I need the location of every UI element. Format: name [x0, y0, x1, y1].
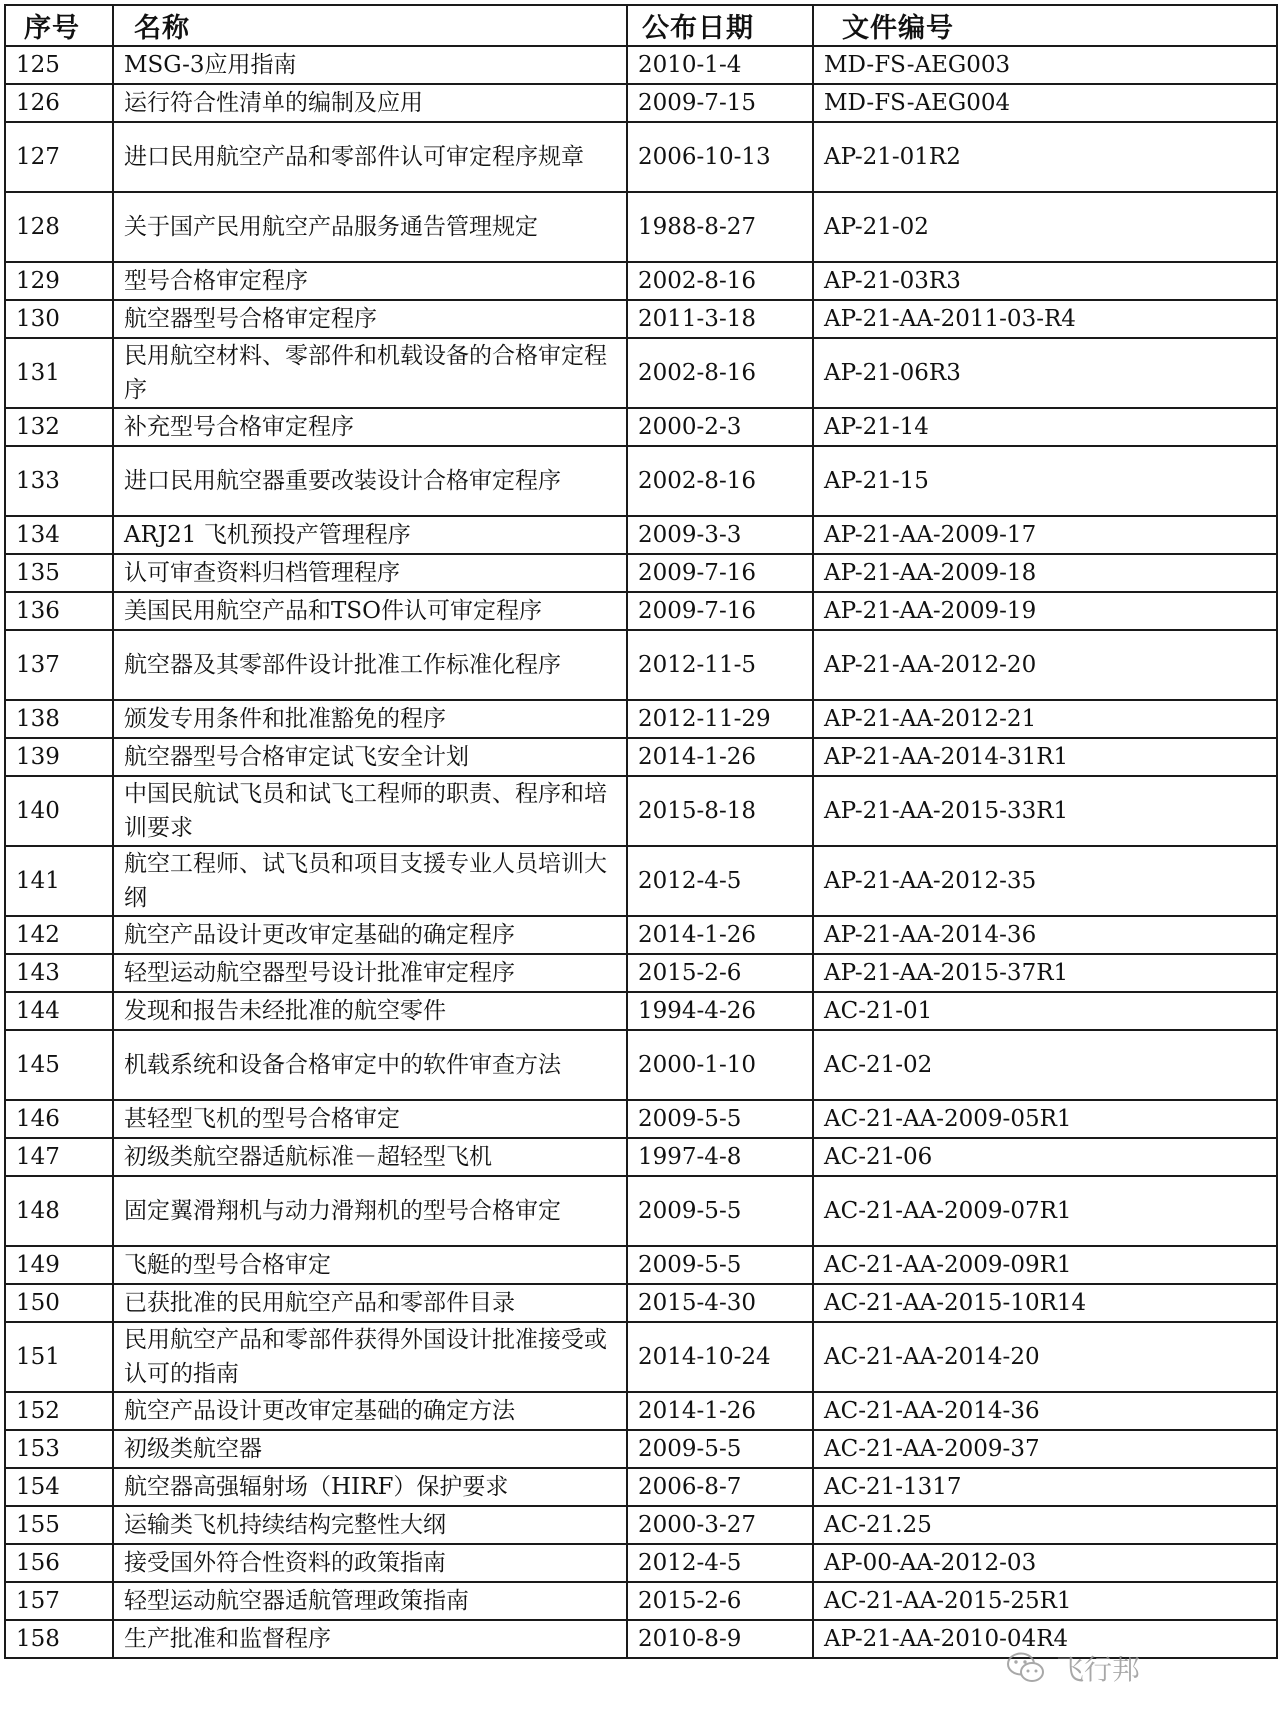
cell-number: 140 — [5, 776, 113, 846]
table-row — [5, 446, 1277, 516]
cell-code: AC-21-02 — [813, 1030, 1277, 1100]
cell-date: 2009-5-5 — [627, 1100, 813, 1138]
table-row — [5, 1138, 1277, 1176]
cell-date: 2010-8-9 — [627, 1620, 813, 1658]
watermark — [1006, 1648, 1140, 1688]
cell-date: 2000-2-3 — [627, 408, 813, 446]
cell-code: AC-21-AA-2014-20 — [813, 1322, 1277, 1392]
cell-code: AC-21-AA-2015-25R1 — [813, 1582, 1277, 1620]
header-code: 文件编号 — [813, 5, 1277, 46]
cell-number: 145 — [5, 1030, 113, 1100]
cell-date: 2014-1-26 — [627, 738, 813, 776]
cell-code: AP-21-02 — [813, 192, 1277, 262]
cell-code: AP-21-15 — [813, 446, 1277, 516]
cell-date: 2009-5-5 — [627, 1430, 813, 1468]
cell-number: 152 — [5, 1392, 113, 1430]
cell-code: AP-21-03R3 — [813, 262, 1277, 300]
cell-date: 2009-3-3 — [627, 516, 813, 554]
cell-date: 2010-1-4 — [627, 46, 813, 84]
cell-name: 甚轻型飞机的型号合格审定 — [113, 1100, 627, 1138]
cell-name: 中国民航试飞员和试飞工程师的职责、程序和培训要求 — [113, 776, 627, 846]
cell-number: 130 — [5, 300, 113, 338]
cell-code: AC-21-AA-2009-37 — [813, 1430, 1277, 1468]
cell-code: AC-21-01 — [813, 992, 1277, 1030]
cell-date: 2011-3-18 — [627, 300, 813, 338]
cell-date: 2002-8-16 — [627, 446, 813, 516]
cell-code: MD-FS-AEG003 — [813, 46, 1277, 84]
watermark-text: 飞行邦 — [1055, 1653, 1140, 1686]
header-number: 序号 — [5, 5, 113, 46]
cell-date: 2000-3-27 — [627, 1506, 813, 1544]
cell-name: 轻型运动航空器型号设计批准审定程序 — [113, 954, 627, 992]
table-row — [5, 262, 1277, 300]
cell-date: 2002-8-16 — [627, 262, 813, 300]
table-row — [5, 1030, 1277, 1100]
table-row — [5, 954, 1277, 992]
cell-name: 运行符合性清单的编制及应用 — [113, 84, 627, 122]
table-header-row — [5, 5, 1277, 46]
table-row — [5, 1100, 1277, 1138]
cell-date: 2012-11-5 — [627, 630, 813, 700]
cell-date: 2014-10-24 — [627, 1322, 813, 1392]
cell-code: AP-21-AA-2009-18 — [813, 554, 1277, 592]
cell-name: 航空产品设计更改审定基础的确定方法 — [113, 1392, 627, 1430]
cell-date: 2006-10-13 — [627, 122, 813, 192]
cell-date: 2000-1-10 — [627, 1030, 813, 1100]
cell-date: 2012-4-5 — [627, 1544, 813, 1582]
cell-date: 2015-4-30 — [627, 1284, 813, 1322]
table-row — [5, 992, 1277, 1030]
document-page — [4, 4, 1276, 1659]
table-row — [5, 1284, 1277, 1322]
cell-number: 127 — [5, 122, 113, 192]
cell-name: 发现和报告未经批准的航空零件 — [113, 992, 627, 1030]
cell-number: 146 — [5, 1100, 113, 1138]
table-row — [5, 1246, 1277, 1284]
cell-name: 美国民用航空产品和TSO件认可审定程序 — [113, 592, 627, 630]
cell-code: AC-21-AA-2009-05R1 — [813, 1100, 1277, 1138]
cell-name: 进口民用航空器重要改装设计合格审定程序 — [113, 446, 627, 516]
cell-date: 2012-11-29 — [627, 700, 813, 738]
cell-name: 初级类航空器适航标准－超轻型飞机 — [113, 1138, 627, 1176]
table-row — [5, 1544, 1277, 1582]
table-row — [5, 192, 1277, 262]
header-name: 名称 — [113, 5, 627, 46]
cell-number: 150 — [5, 1284, 113, 1322]
cell-number: 135 — [5, 554, 113, 592]
cell-code: AP-21-AA-2012-35 — [813, 846, 1277, 916]
header-date: 公布日期 — [627, 5, 813, 46]
table-row — [5, 122, 1277, 192]
cell-code: AC-21-06 — [813, 1138, 1277, 1176]
cell-date: 2015-2-6 — [627, 954, 813, 992]
cell-number: 149 — [5, 1246, 113, 1284]
cell-code: AC-21-AA-2015-10R14 — [813, 1284, 1277, 1322]
cell-code: AP-21-AA-2015-37R1 — [813, 954, 1277, 992]
cell-date: 2002-8-16 — [627, 338, 813, 408]
cell-name: 认可审查资料归档管理程序 — [113, 554, 627, 592]
table-row — [5, 1430, 1277, 1468]
cell-number: 137 — [5, 630, 113, 700]
cell-number: 133 — [5, 446, 113, 516]
cell-name: 接受国外符合性资料的政策指南 — [113, 1544, 627, 1582]
cell-code: AP-21-14 — [813, 408, 1277, 446]
table-row — [5, 1322, 1277, 1392]
cell-code: AC-21-AA-2009-07R1 — [813, 1176, 1277, 1246]
cell-date: 1994-4-26 — [627, 992, 813, 1030]
cell-number: 157 — [5, 1582, 113, 1620]
cell-number: 128 — [5, 192, 113, 262]
cell-name: 航空产品设计更改审定基础的确定程序 — [113, 916, 627, 954]
cell-name: 进口民用航空产品和零部件认可审定程序规章 — [113, 122, 627, 192]
cell-number: 154 — [5, 1468, 113, 1506]
cell-name: 初级类航空器 — [113, 1430, 627, 1468]
cell-number: 156 — [5, 1544, 113, 1582]
cell-code: AP-21-06R3 — [813, 338, 1277, 408]
cell-name: 轻型运动航空器适航管理政策指南 — [113, 1582, 627, 1620]
cell-name: 民用航空产品和零部件获得外国设计批准接受或认可的指南 — [113, 1322, 627, 1392]
wechat-icon — [1006, 1651, 1046, 1685]
cell-code: AP-21-AA-2009-17 — [813, 516, 1277, 554]
cell-number: 144 — [5, 992, 113, 1030]
table-row — [5, 300, 1277, 338]
cell-date: 2009-5-5 — [627, 1246, 813, 1284]
cell-number: 131 — [5, 338, 113, 408]
table-row — [5, 916, 1277, 954]
cell-name: 关于国产民用航空产品服务通告管理规定 — [113, 192, 627, 262]
cell-code: AP-21-AA-2014-36 — [813, 916, 1277, 954]
cell-number: 155 — [5, 1506, 113, 1544]
table-row — [5, 846, 1277, 916]
cell-code: AC-21-AA-2014-36 — [813, 1392, 1277, 1430]
cell-name: 固定翼滑翔机与动力滑翔机的型号合格审定 — [113, 1176, 627, 1246]
cell-name: ARJ21 飞机预投产管理程序 — [113, 516, 627, 554]
cell-name: 型号合格审定程序 — [113, 262, 627, 300]
table-row — [5, 1392, 1277, 1430]
table-row — [5, 1506, 1277, 1544]
cell-number: 143 — [5, 954, 113, 992]
cell-number: 132 — [5, 408, 113, 446]
cell-code: AP-21-AA-2010-04R4 — [813, 1620, 1277, 1658]
cell-code: MD-FS-AEG004 — [813, 84, 1277, 122]
cell-date: 2009-7-15 — [627, 84, 813, 122]
cell-code: AC-21-1317 — [813, 1468, 1277, 1506]
table-row — [5, 700, 1277, 738]
table-row — [5, 408, 1277, 446]
table-row — [5, 84, 1277, 122]
cell-name: 航空工程师、试飞员和项目支援专业人员培训大纲 — [113, 846, 627, 916]
cell-name: 颁发专用条件和批准豁免的程序 — [113, 700, 627, 738]
cell-name: 飞艇的型号合格审定 — [113, 1246, 627, 1284]
cell-name: 航空器型号合格审定程序 — [113, 300, 627, 338]
cell-name: 航空器高强辐射场（HIRF）保护要求 — [113, 1468, 627, 1506]
table-row — [5, 1582, 1277, 1620]
cell-name: MSG-3应用指南 — [113, 46, 627, 84]
cell-number: 158 — [5, 1620, 113, 1658]
table-row — [5, 516, 1277, 554]
regulation-table — [4, 4, 1278, 1659]
cell-date: 1988-8-27 — [627, 192, 813, 262]
cell-number: 148 — [5, 1176, 113, 1246]
cell-name: 航空器及其零部件设计批准工作标准化程序 — [113, 630, 627, 700]
table-row — [5, 630, 1277, 700]
table-row — [5, 338, 1277, 408]
cell-number: 151 — [5, 1322, 113, 1392]
cell-number: 147 — [5, 1138, 113, 1176]
cell-date: 2014-1-26 — [627, 1392, 813, 1430]
cell-number: 125 — [5, 46, 113, 84]
cell-code: AP-21-AA-2015-33R1 — [813, 776, 1277, 846]
table-row — [5, 738, 1277, 776]
cell-number: 139 — [5, 738, 113, 776]
cell-number: 141 — [5, 846, 113, 916]
cell-date: 2009-7-16 — [627, 592, 813, 630]
cell-date: 2009-7-16 — [627, 554, 813, 592]
cell-number: 129 — [5, 262, 113, 300]
cell-name: 运输类飞机持续结构完整性大纲 — [113, 1506, 627, 1544]
cell-code: AP-00-AA-2012-03 — [813, 1544, 1277, 1582]
cell-name: 机载系统和设备合格审定中的软件审查方法 — [113, 1030, 627, 1100]
cell-number: 126 — [5, 84, 113, 122]
cell-code: AC-21.25 — [813, 1506, 1277, 1544]
cell-name: 补充型号合格审定程序 — [113, 408, 627, 446]
cell-code: AP-21-AA-2012-20 — [813, 630, 1277, 700]
cell-name: 航空器型号合格审定试飞安全计划 — [113, 738, 627, 776]
table-row — [5, 1468, 1277, 1506]
cell-date: 1997-4-8 — [627, 1138, 813, 1176]
table-row — [5, 592, 1277, 630]
cell-date: 2012-4-5 — [627, 846, 813, 916]
cell-code: AP-21-AA-2011-03-R4 — [813, 300, 1277, 338]
cell-code: AP-21-01R2 — [813, 122, 1277, 192]
cell-name: 生产批准和监督程序 — [113, 1620, 627, 1658]
cell-number: 134 — [5, 516, 113, 554]
cell-number: 138 — [5, 700, 113, 738]
cell-code: AP-21-AA-2012-21 — [813, 700, 1277, 738]
cell-number: 153 — [5, 1430, 113, 1468]
cell-date: 2009-5-5 — [627, 1176, 813, 1246]
cell-name: 民用航空材料、零部件和机载设备的合格审定程序 — [113, 338, 627, 408]
cell-date: 2015-8-18 — [627, 776, 813, 846]
cell-code: AP-21-AA-2009-19 — [813, 592, 1277, 630]
cell-name: 已获批准的民用航空产品和零部件目录 — [113, 1284, 627, 1322]
cell-number: 136 — [5, 592, 113, 630]
cell-number: 142 — [5, 916, 113, 954]
table-row — [5, 776, 1277, 846]
table-row — [5, 1176, 1277, 1246]
cell-date: 2014-1-26 — [627, 916, 813, 954]
cell-code: AP-21-AA-2014-31R1 — [813, 738, 1277, 776]
cell-date: 2006-8-7 — [627, 1468, 813, 1506]
cell-code: AC-21-AA-2009-09R1 — [813, 1246, 1277, 1284]
table-row — [5, 554, 1277, 592]
table-row — [5, 46, 1277, 84]
cell-date: 2015-2-6 — [627, 1582, 813, 1620]
